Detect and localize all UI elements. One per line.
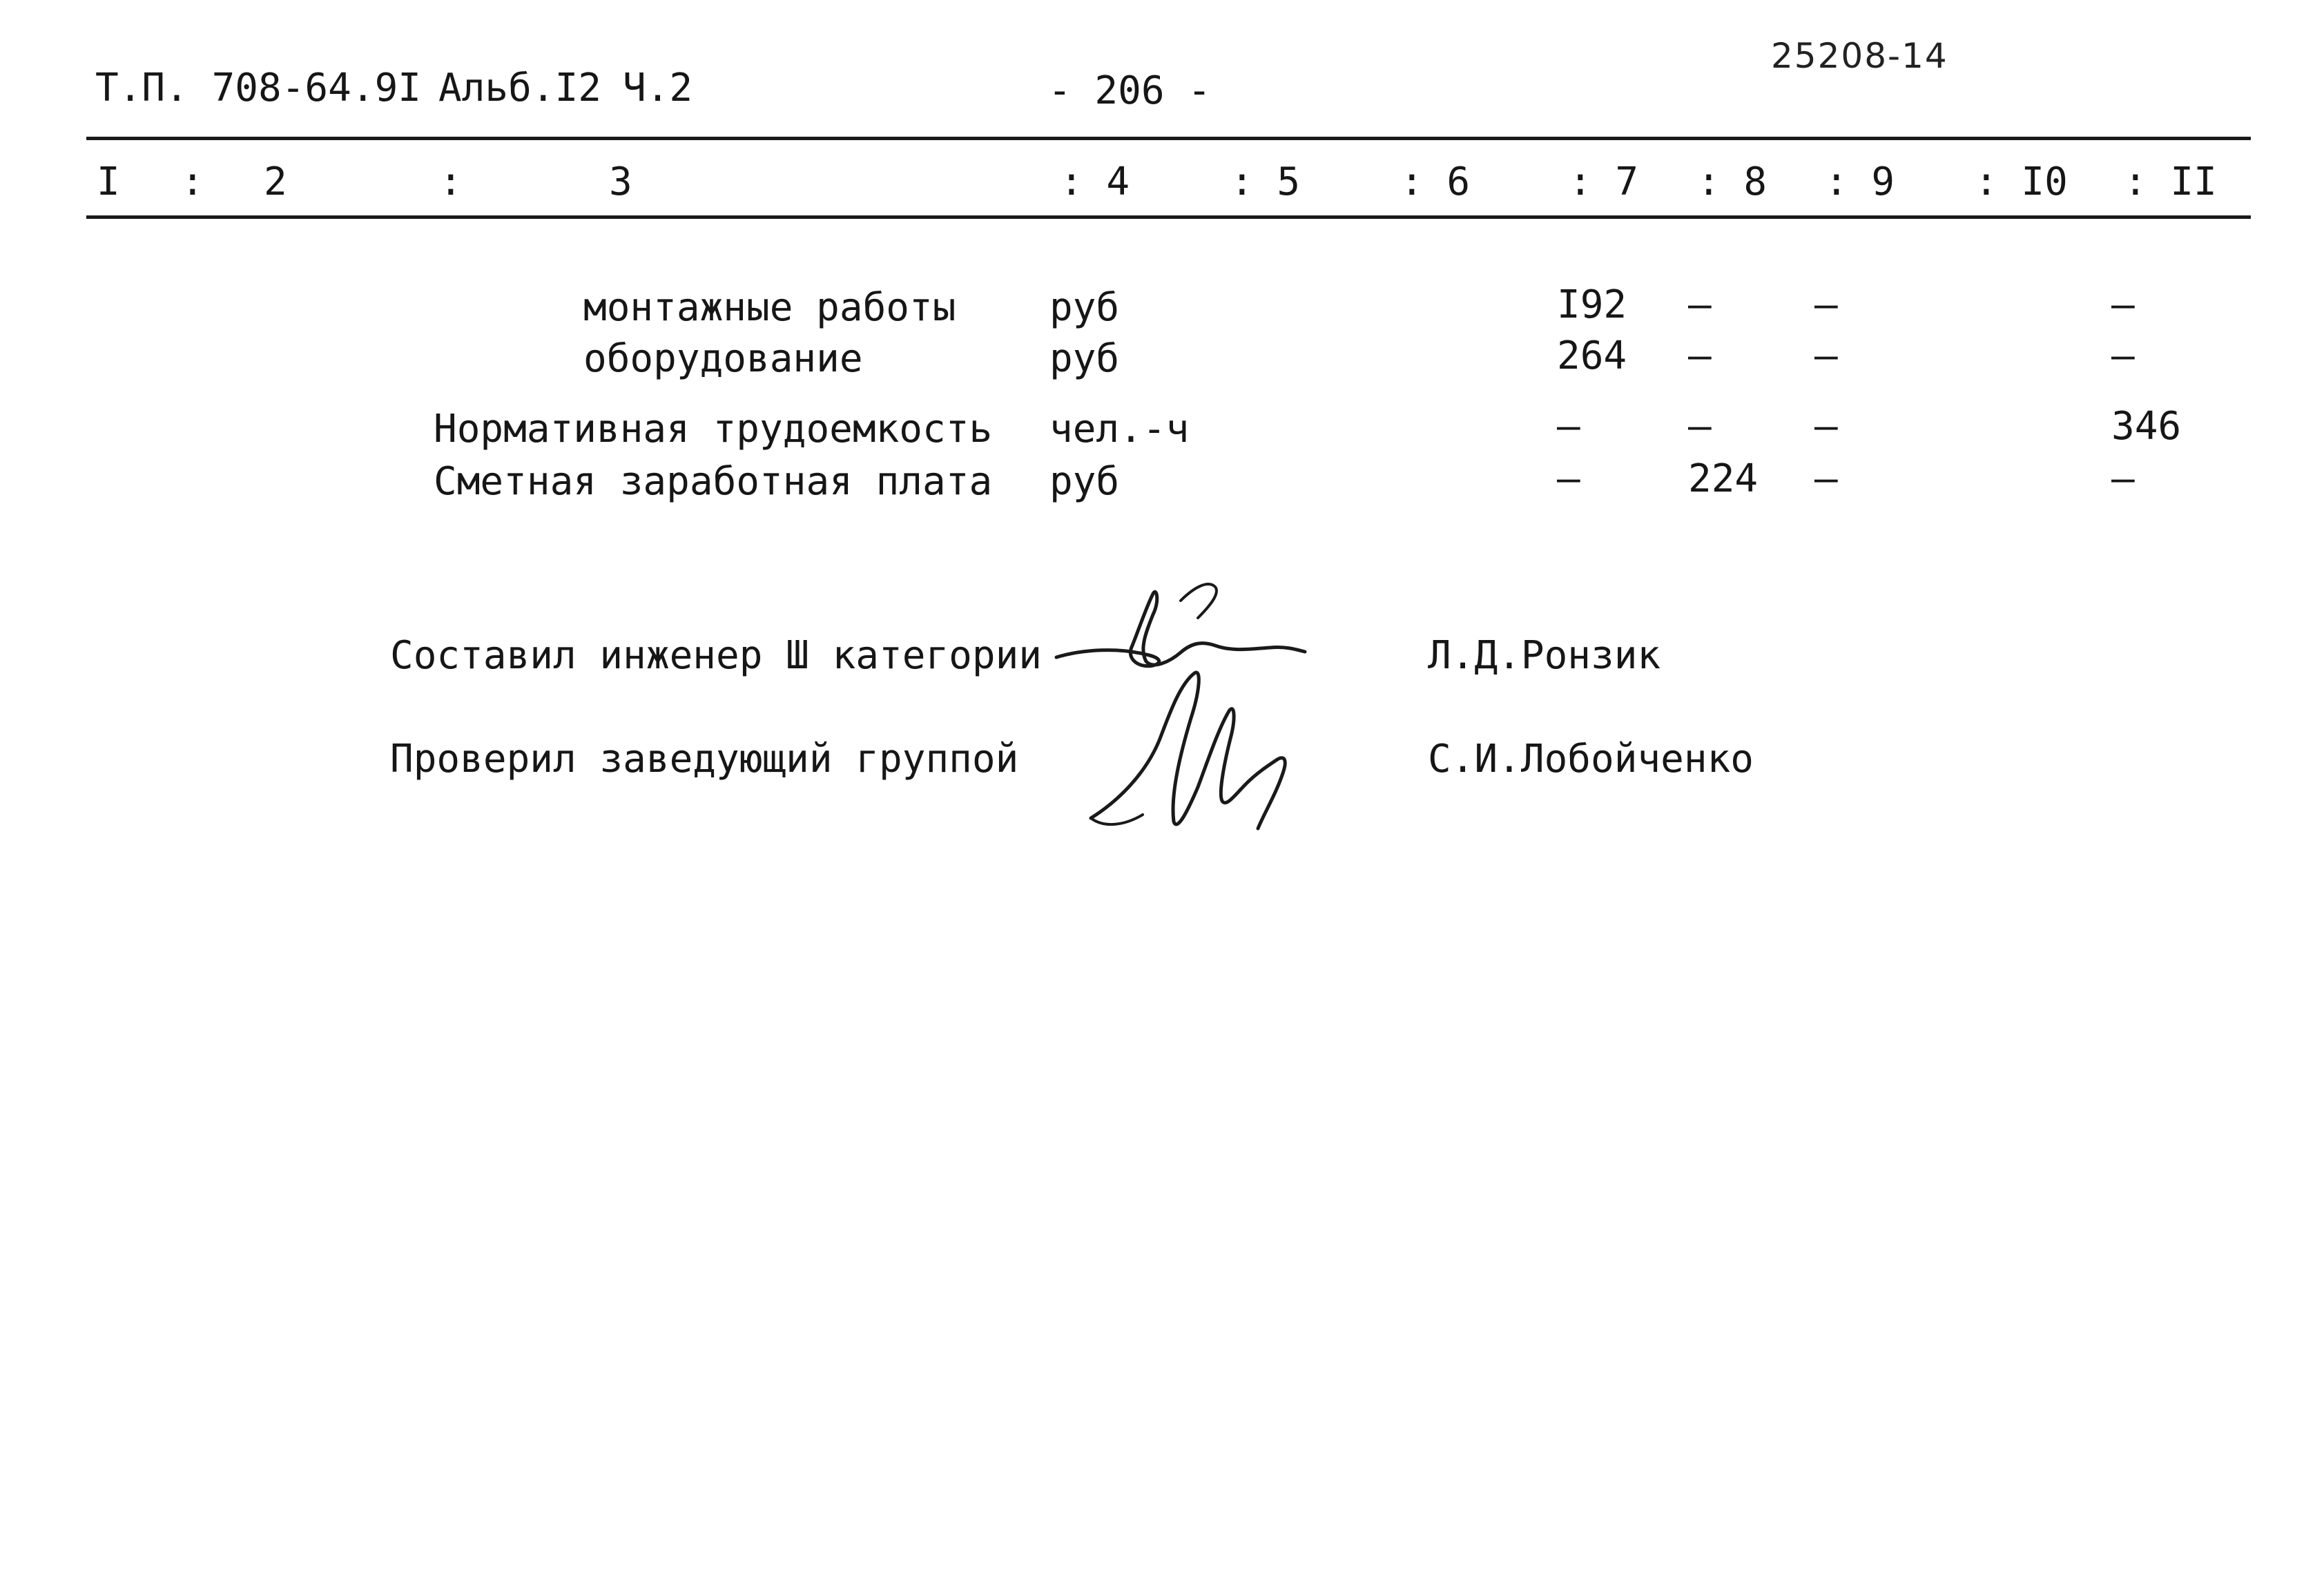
row-name: Сметная заработная плата bbox=[434, 459, 993, 504]
cell-col7: 264 bbox=[1557, 333, 1627, 378]
column-number: 3 bbox=[609, 159, 632, 204]
cell-col9: – bbox=[1814, 333, 1838, 378]
column-number: I bbox=[97, 159, 120, 204]
cell-col11: – bbox=[2111, 333, 2135, 378]
row-unit: руб bbox=[1049, 336, 1120, 381]
row-name: монтажные работы bbox=[583, 285, 956, 330]
column-number: : 9 bbox=[1825, 159, 1895, 204]
cell-col7: – bbox=[1557, 456, 1580, 501]
checked-by-name: С.И.Лобойченко bbox=[1428, 737, 1754, 782]
page-number: - 206 - bbox=[1048, 68, 1212, 113]
cell-col8: – bbox=[1688, 404, 1712, 449]
column-number: : 4 bbox=[1060, 159, 1130, 204]
cell-col9: – bbox=[1814, 282, 1838, 327]
signature-2 bbox=[1077, 663, 1305, 842]
composed-by-label: Составил инженер Ш категории bbox=[390, 633, 1043, 678]
cell-col11: – bbox=[2111, 456, 2135, 501]
cell-col8: – bbox=[1688, 333, 1712, 378]
document-designation: Т.П. 708-64.9I bbox=[95, 66, 422, 110]
column-separator: : bbox=[181, 159, 204, 204]
column-number: : 6 bbox=[1400, 159, 1471, 204]
composed-by-name: Л.Д.Ронзик bbox=[1428, 633, 1661, 678]
handwritten-doc-number: 25208-14 bbox=[1771, 36, 1948, 76]
column-number: 2 bbox=[264, 159, 287, 204]
column-number: : 7 bbox=[1569, 159, 1639, 204]
column-separator: : bbox=[439, 159, 463, 204]
row-name: оборудование bbox=[583, 336, 863, 381]
album-number: Альб.I2 bbox=[438, 66, 602, 110]
cell-col7: – bbox=[1557, 404, 1580, 449]
cell-col9: – bbox=[1814, 404, 1838, 449]
row-unit: руб bbox=[1049, 285, 1120, 330]
row-unit: чел.-ч bbox=[1049, 407, 1190, 452]
header-bottom-rule bbox=[86, 215, 2251, 219]
cell-col8: – bbox=[1688, 282, 1712, 327]
column-number: : 8 bbox=[1697, 159, 1768, 204]
column-number: : II bbox=[2124, 159, 2217, 204]
part-number: Ч.2 bbox=[623, 66, 693, 110]
row-name: Нормативная трудоемкость bbox=[434, 407, 993, 452]
cell-col8: 224 bbox=[1688, 456, 1759, 501]
cell-col7: I92 bbox=[1557, 282, 1627, 327]
column-number: : 5 bbox=[1230, 159, 1301, 204]
cell-col11: 346 bbox=[2111, 404, 2182, 449]
header-top-rule bbox=[86, 137, 2251, 140]
cell-col11: – bbox=[2111, 282, 2135, 327]
checked-by-label: Проверил заведующий группой bbox=[390, 737, 1019, 782]
row-unit: руб bbox=[1049, 459, 1120, 504]
cell-col9: – bbox=[1814, 456, 1838, 501]
column-number: : I0 bbox=[1975, 159, 2068, 204]
